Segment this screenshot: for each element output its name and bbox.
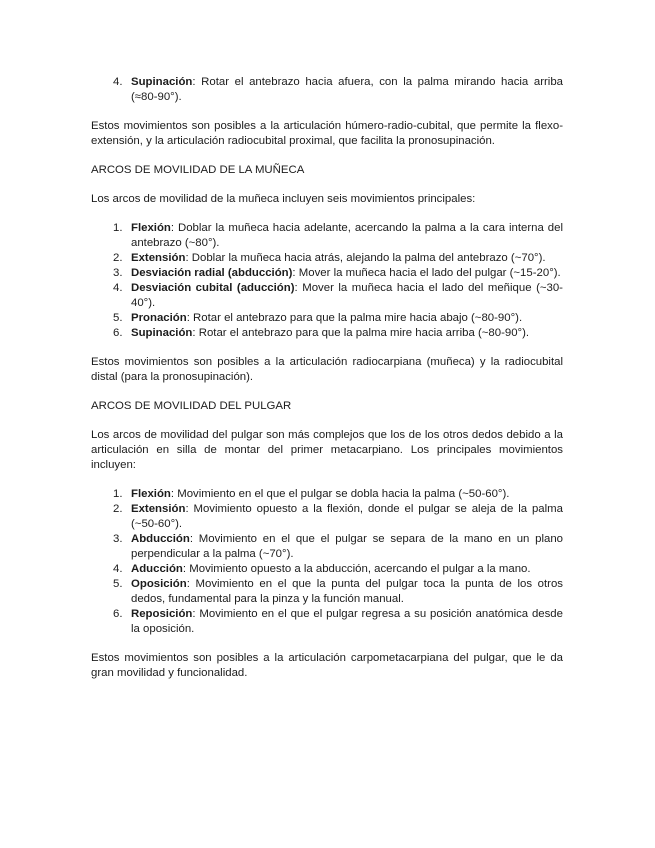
list-item [91, 577, 563, 607]
list-item [91, 532, 563, 562]
list-item-number: 3. [113, 267, 123, 279]
list-item-text [131, 532, 563, 562]
list-item-separator: : [170, 488, 178, 500]
list-item-desc: Movimiento opuesto a la flexión, donde el pulgar se aleja de la palma (~50-60°). [131, 503, 563, 530]
list-item-term: Supinación [131, 327, 193, 339]
heading-thumb-mobility: ARCOS DE MOVILIDAD DEL PULGAR [91, 400, 292, 412]
wrist-movement-list [91, 221, 563, 341]
list-item-desc: Rotar el antebrazo para que la palma mire hacia abajo (~80-90°). [193, 312, 523, 324]
list-item-text [131, 487, 563, 502]
thumb-movement-list [91, 487, 563, 637]
list-item-separator: : [186, 578, 196, 590]
list-item-desc: Doblar la muñeca hacia adelante, acercando la palma a la cara interna del antebrazo (~80°). [131, 222, 563, 249]
list-item-text [131, 75, 563, 105]
list-item-text [131, 281, 563, 311]
list-item-number: 2. [113, 252, 123, 264]
paragraph-elbow-articulations: Estos movimientos son posibles a la articulación húmero-radio-cubital, que permite la flexo-extensión, y la articulación radiocubital proximal, que facilita la pronosupinación. [91, 120, 563, 147]
list-item-text [131, 562, 563, 577]
list-item-separator: : [192, 608, 200, 620]
list-item [91, 562, 563, 577]
heading-wrist-mobility: ARCOS DE MOVILIDAD DE LA MUÑECA [91, 164, 305, 176]
forearm-list-continued [91, 75, 563, 105]
list-item [91, 326, 563, 341]
list-item-desc: Movimiento en el que el pulgar se dobla hacia la palma (~50-60°). [177, 488, 510, 500]
list-item-number: 4. [113, 282, 123, 294]
list-item-desc: Movimiento en el que el pulgar se separa de la mano en un plano perpendicular a la palma (~70°). [131, 533, 563, 560]
list-item-desc: Doblar la muñeca hacia atrás, alejando la palma del antebrazo (~70°). [191, 252, 546, 264]
list-item-desc: Mover la muñeca hacia el lado del meñique (~30-40°). [131, 282, 563, 309]
list-item-separator: : [189, 533, 199, 545]
list-item-separator: : [292, 267, 299, 279]
list-item-desc: Rotar el antebrazo para que la palma mire hacia arriba (~80-90°). [198, 327, 530, 339]
list-item-number: 5. [113, 578, 123, 590]
list-item-text [131, 607, 563, 637]
list-item-text [131, 266, 563, 281]
list-item [91, 266, 563, 281]
list-item-separator: : [192, 327, 199, 339]
list-item-separator: : [185, 503, 194, 515]
list-item-term: Desviación radial (abducción) [131, 267, 293, 279]
list-item-text [131, 326, 563, 341]
list-item [91, 607, 563, 637]
paragraph-thumb-intro: Los arcos de movilidad del pulgar son más complejos que los de los otros dedos debido a la articulación en silla de montar del primer metacarpiano. Los principales movimientos incluyen: [91, 429, 563, 471]
list-item-desc: Movimiento opuesto a la abducción, acercando el pulgar a la mano. [189, 563, 531, 575]
list-item-text [131, 311, 563, 326]
list-item-number: 5. [113, 312, 123, 324]
list-item-term: Abducción [131, 533, 190, 545]
list-item-number: 6. [113, 608, 123, 620]
list-item [91, 487, 563, 502]
list-item-separator: : [192, 76, 202, 88]
list-item-term: Extensión [131, 252, 186, 264]
list-item-text [131, 577, 563, 607]
list-item-desc: Movimiento en el que la punta del pulgar toca la punta de los otros dedos, fundamental para la pinza y la función manual. [131, 578, 563, 605]
list-item-number: 6. [113, 327, 123, 339]
list-item-separator: : [294, 282, 303, 294]
list-item-desc: Rotar el antebrazo hacia afuera, con la palma mirando hacia arriba (≈80-90°). [131, 76, 563, 103]
list-item-number: 4. [113, 563, 123, 575]
list-item-term: Reposición [131, 608, 193, 620]
list-item-text [131, 502, 563, 532]
list-item-number: 2. [113, 503, 123, 515]
list-item [91, 251, 563, 266]
paragraph-wrist-intro: Los arcos de movilidad de la muñeca incluyen seis movimientos principales: [91, 193, 476, 205]
paragraph-wrist-articulations: Estos movimientos son posibles a la articulación radiocarpiana (muñeca) y la radiocubital distal (para la pronosupinación). [91, 356, 563, 383]
list-item-separator: : [186, 312, 194, 324]
list-item-text [131, 221, 563, 251]
list-item [91, 281, 563, 311]
list-item [91, 311, 563, 326]
list-item [91, 502, 563, 532]
list-item-term: Oposición [131, 578, 187, 590]
list-item-term: Flexión [131, 488, 171, 500]
list-item-number: 1. [113, 222, 123, 234]
list-item-number: 3. [113, 533, 123, 545]
paragraph-thumb-articulations: Estos movimientos son posibles a la articulación carpometacarpiana del pulgar, que le da gran movilidad y funcionalidad. [91, 652, 563, 679]
list-item-separator: : [182, 563, 190, 575]
list-item-term: Extensión [131, 503, 186, 515]
list-item-term: Aducción [131, 563, 183, 575]
list-item-number: 4. [113, 76, 123, 88]
list-item-term: Flexión [131, 222, 171, 234]
list-item-separator: : [170, 222, 178, 234]
list-item-number: 1. [113, 488, 123, 500]
list-item [91, 75, 563, 105]
list-item-term: Pronación [131, 312, 187, 324]
list-item-separator: : [185, 252, 192, 264]
list-item-term: Desviación cubital (aducción) [131, 282, 295, 294]
list-item-desc: Movimiento en el que el pulgar regresa a su posición anatómica desde la oposición. [131, 608, 563, 635]
list-item-text [131, 251, 563, 266]
list-item [91, 221, 563, 251]
list-item-term: Supinación [131, 76, 193, 88]
list-item-desc: Mover la muñeca hacia el lado del pulgar (~15-20°). [298, 267, 561, 279]
